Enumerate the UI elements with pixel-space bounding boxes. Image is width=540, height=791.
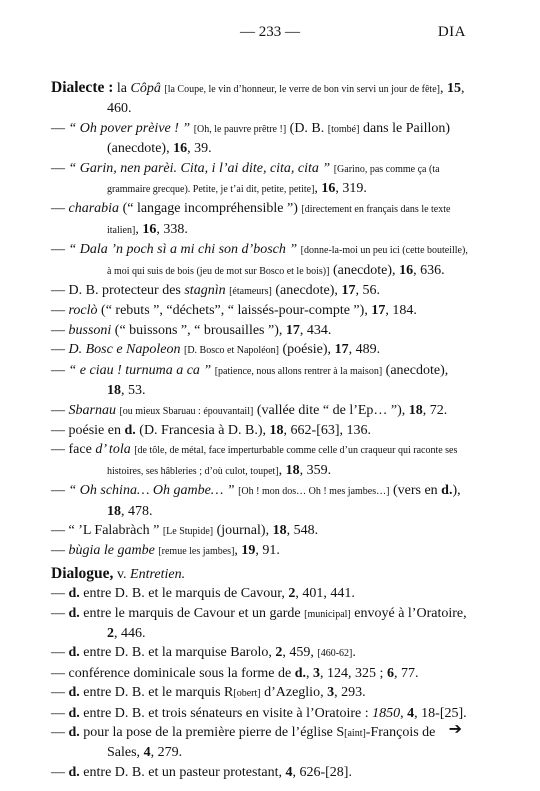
index-subentry: [51, 340, 469, 360]
continue-arrow-icon: ➔: [448, 721, 462, 738]
entry-text: [patience, nous allons rentrer à la maison]: [214, 365, 383, 377]
entry-text: [obert]: [233, 688, 261, 700]
entry-text: “ e ciau ! turnuma a ca ”: [68, 362, 212, 378]
entry-text: — face: [51, 442, 96, 458]
entry-text: entre D. B. et le marquis de Cavour,: [79, 586, 289, 602]
index-subentry: [51, 643, 469, 663]
entry-text: d.: [294, 665, 307, 681]
index-subentry: [51, 361, 469, 401]
index-subentry: [51, 421, 469, 440]
entry-text: 18: [107, 503, 121, 519]
entry-text: Côpâ: [130, 81, 161, 96]
entry-text: entre D. B. et le marquis R: [79, 685, 234, 701]
entry-text: (journal),: [213, 522, 273, 538]
entry-text: , 662-[63], 136.: [283, 422, 372, 438]
entry-text: , 626-[28].: [292, 764, 352, 780]
entry-text: “ Oh schina… Oh gambe… ”: [68, 483, 235, 499]
entry-text: 17: [371, 303, 386, 319]
entry-text: d.: [68, 586, 80, 602]
entry-text: (“ langage incompréhensible ”): [119, 201, 302, 217]
entry-text: [de tôle, de métal, face imperturbable comme celle d’un craqueur qui raconte ses histoires, ses hâbleries ; d’où culot, toupet]: [107, 445, 458, 477]
entry-text: —: [51, 543, 69, 559]
entry-text: d.: [68, 605, 80, 621]
entry-text: 2: [288, 586, 296, 602]
entry-text: 19: [241, 543, 256, 559]
entry-text: [directement en français dans le texte italien]: [107, 204, 451, 236]
index-subentry: [51, 763, 469, 782]
index-subentry: [51, 199, 469, 240]
entry-text: 6: [386, 665, 394, 681]
entry-text: —: [51, 402, 69, 418]
entry-text: (“ rebuts ”, “déchets”, “ laissés-pour-compte ”),: [97, 303, 372, 319]
entry-text: 15: [446, 81, 461, 96]
index-subentry: [51, 584, 469, 603]
entry-text: [Oh, le pauvre prêtre !]: [193, 123, 287, 135]
entry-text: (anecdote),: [329, 262, 400, 278]
entry-text: d.: [68, 645, 80, 661]
entry-text: “ Garin, nen parèi. Cita, i l’ai dite, cita, cita ”: [68, 160, 331, 176]
entry-text: d.: [68, 764, 80, 780]
entry-text: d’ tola: [95, 442, 131, 458]
entry-text: Dialogue,: [51, 564, 114, 582]
entry-text: —: [51, 764, 69, 780]
entry-text: ,: [234, 543, 242, 559]
entry-text: , 53.: [121, 383, 146, 399]
entry-text: , 636.: [413, 262, 445, 278]
entry-text: —: [51, 242, 69, 258]
entry-text: 4: [285, 764, 293, 780]
entry-text: ,: [439, 81, 447, 96]
entry-text: [aint]: [344, 728, 366, 739]
entry-text: —: [51, 120, 69, 136]
entry-text: 16: [321, 181, 336, 197]
index-subentry: [51, 401, 469, 421]
entry-text: [Le Stupide]: [162, 525, 214, 537]
entry-text: [Garino, pas comme ça (ta grammaire grecque). Petite, je t’ai dit, petite, petite]: [107, 163, 440, 196]
entry-text: 17: [341, 283, 356, 299]
index-subentry: [51, 159, 469, 200]
running-head: DIA: [437, 24, 466, 40]
entry-text: , 72.: [422, 402, 448, 418]
entry-text: D. Bosc e Napoleon: [68, 342, 181, 358]
entry-text: [460-62]: [317, 648, 353, 660]
index-subentry: [51, 723, 469, 763]
entry-text: entre D. B. et un pasteur protestant,: [79, 764, 286, 780]
entry-text: [D. Bosco et Napoléon]: [183, 345, 279, 357]
entry-text: Sbarnau: [68, 402, 116, 418]
index-entries: [51, 76, 469, 782]
entry-text: ,: [306, 665, 314, 681]
entry-text: (poésie),: [278, 342, 335, 358]
entry-text: , 279.: [150, 745, 183, 761]
entry-text: 3: [313, 665, 321, 681]
entry-text: , 293.: [334, 685, 366, 701]
entry-text: , 478.: [121, 503, 153, 519]
entry-text: —: [51, 322, 69, 338]
entry-text: ,: [314, 181, 322, 197]
entry-text: 2: [275, 645, 283, 661]
entry-text: —: [51, 586, 69, 602]
entry-text: d’Azeglio,: [260, 685, 328, 701]
entry-text: entre D. B. et la marquise Barolo,: [79, 645, 276, 661]
entry-text: —: [51, 342, 69, 358]
index-subentry: [51, 119, 469, 159]
entry-text: d.: [124, 422, 136, 438]
index-subentry: [51, 440, 469, 481]
entry-text: 17: [334, 342, 349, 358]
index-subentry: [51, 604, 469, 644]
index-subentry: [51, 240, 469, 281]
entry-text: , 124, 325 ;: [320, 665, 387, 681]
entry-text: Dialecte :: [51, 79, 114, 96]
entry-text: [tombé]: [327, 123, 360, 135]
entry-text: [municipal]: [304, 608, 351, 620]
entry-text: , 338.: [156, 221, 188, 237]
entry-text: [ou mieux Sbaruau : épouvantail]: [119, 405, 254, 417]
entry-text: 18: [272, 522, 287, 538]
entry-text: 3: [327, 685, 335, 701]
entry-text: — conférence dominicale sous la forme de: [51, 665, 295, 681]
entry-text: , 459,: [282, 645, 318, 661]
entry-text: —: [51, 201, 69, 217]
entry-text: d.: [68, 725, 80, 740]
entry-text: ,: [135, 221, 143, 237]
entry-text: stagnìn: [184, 283, 226, 299]
entry-text: pour la pose de la première pierre de l’église S: [79, 725, 345, 740]
entry-text: 16: [142, 221, 157, 237]
entry-text: ,: [400, 705, 408, 721]
page-number: — 233 —: [240, 24, 300, 40]
entry-text: —: [51, 303, 69, 319]
entry-text: —: [51, 685, 69, 701]
entry-text: bùgia le gambe: [68, 543, 155, 559]
entry-text: ),: [452, 483, 461, 499]
entry-text: 16: [399, 262, 414, 278]
index-subentry: [51, 541, 469, 561]
entry-text: dans le Paillon) (anecdote),: [107, 120, 451, 157]
entry-text: d.: [68, 685, 80, 701]
entry-text: , 77.: [393, 665, 419, 681]
index-headword-entry: [51, 564, 469, 584]
entry-text: la: [113, 81, 131, 96]
entry-text: 16: [173, 141, 188, 157]
entry-text: , 489.: [348, 342, 381, 358]
entry-text: envoyé à l’Oratoire,: [350, 605, 467, 621]
index-subentry: [51, 281, 469, 301]
entry-text: — poésie en: [51, 422, 125, 438]
entry-text: , 446.: [114, 625, 146, 641]
entry-text: (vallée dite “ de l’Ep… ”),: [253, 402, 409, 418]
entry-text: 4: [143, 745, 151, 761]
entry-text: , 319.: [335, 181, 367, 197]
entry-text: -François de Sales,: [107, 725, 436, 761]
entry-text: ,: [278, 462, 286, 478]
entry-text: , 18-[25].: [414, 705, 467, 721]
index-subentry: [51, 481, 469, 521]
index-subentry: [51, 301, 469, 320]
entry-text: 2: [107, 625, 114, 641]
entry-text: (D. B.: [286, 120, 328, 136]
index-headword-entry: [51, 78, 469, 119]
entry-text: — D. B. protecteur des: [51, 283, 185, 299]
entry-text: (anecdote),: [271, 283, 342, 299]
entry-text: , 548.: [286, 522, 319, 538]
entry-text: (vers en: [389, 483, 442, 499]
entry-text: [donne-la-moi un peu ici (cette bouteille), à moi qui suis de bois (jeu de mot sur Bosco et le bois)]: [107, 245, 468, 277]
entry-text: (anecdote),: [382, 362, 449, 378]
entry-text: [la Coupe, le vin d’honneur, le verre de bon vin servi un jour de fête]: [164, 84, 440, 95]
entry-text: roclò: [68, 303, 98, 319]
entry-text: , 56.: [355, 283, 380, 299]
entry-text: 17: [285, 322, 300, 338]
index-subentry: [51, 321, 469, 340]
entry-text: 18: [269, 422, 284, 438]
entry-text: 4: [407, 705, 415, 721]
index-subentry: [51, 704, 469, 723]
entry-text: , 359.: [299, 462, 332, 478]
entry-text: entre le marquis de Cavour et un garde: [79, 605, 305, 621]
entry-text: bussoni: [68, 322, 112, 338]
entry-text: , 91.: [255, 543, 280, 559]
entry-text: [étameurs]: [229, 286, 272, 298]
entry-text: Entretien.: [130, 566, 186, 582]
entry-text: , 460.: [107, 81, 465, 117]
entry-text: d.: [68, 705, 80, 721]
entry-text: , 401, 441.: [295, 586, 355, 602]
entry-text: charabia: [68, 201, 120, 217]
entry-text: , 184.: [385, 303, 417, 319]
entry-text: v.: [113, 566, 131, 582]
entry-text: 18: [285, 462, 300, 478]
entry-text: (D. Francesia à D. B.),: [135, 422, 270, 438]
entry-text: , 39.: [187, 141, 212, 157]
entry-text: , 434.: [299, 322, 332, 338]
entry-text: [remue les jambes]: [158, 546, 235, 558]
entry-text: [Oh ! mon dos… Oh ! mes jambes…]: [238, 486, 390, 498]
entry-text: —: [51, 725, 69, 740]
entry-text: “ Dala ’n poch sì a mi chi son d’bosch ”: [68, 242, 298, 258]
index-subentry: [51, 664, 469, 683]
entry-text: —: [51, 362, 69, 378]
page-header: [0, 24, 540, 46]
index-subentry: [51, 521, 469, 541]
entry-text: —: [51, 705, 69, 721]
entry-text: .: [352, 645, 356, 661]
entry-text: —: [51, 160, 69, 176]
entry-text: 18: [107, 383, 121, 399]
entry-text: 1850: [372, 705, 401, 721]
entry-text: —: [51, 483, 69, 499]
entry-text: entre D. B. et trois sénateurs en visite à l’Oratoire :: [79, 705, 373, 721]
entry-text: (“ buissons ”, “ brousailles ”),: [111, 322, 286, 338]
entry-text: d.: [441, 483, 453, 499]
index-subentry: [51, 683, 469, 703]
entry-text: “ Oh pover prèive ! ”: [68, 120, 191, 136]
entry-text: — “ ’L Falabràch ”: [51, 522, 163, 538]
entry-text: —: [51, 645, 69, 661]
entry-text: 18: [408, 402, 423, 418]
entry-text: —: [51, 605, 69, 621]
